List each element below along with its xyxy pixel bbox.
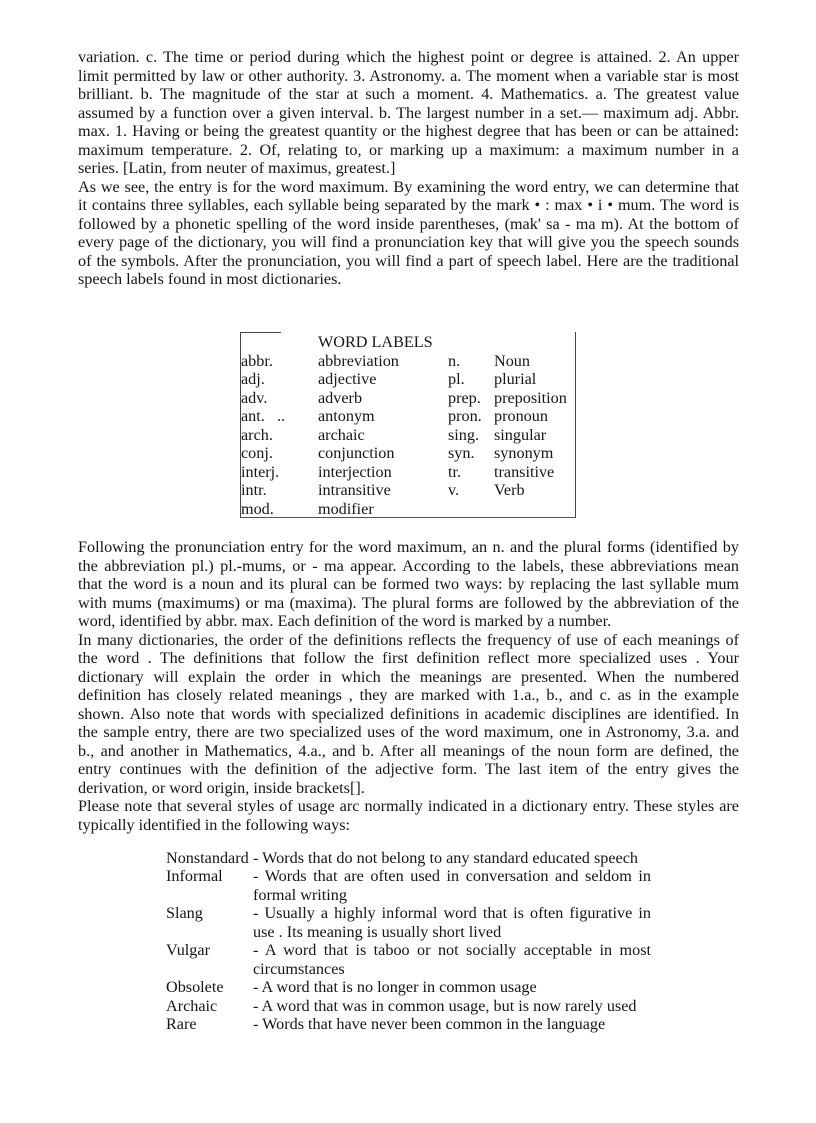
word-label-row — [241, 389, 575, 408]
word-label-row — [241, 444, 575, 463]
top-text — [78, 48, 739, 289]
definition-continuation-paragraph — [78, 48, 739, 178]
text-line: shown. Also note that words with specialized definitions in academic disciplines are identified. In — [78, 704, 739, 723]
label-meaning: Noun — [494, 351, 530, 370]
label-meaning: pronoun — [494, 407, 548, 425]
text-line: the sample entry, there are two specialized uses of the word maximum, one in Astronomy, 3.a. and — [78, 723, 739, 741]
text-line: it contains three syllables, each syllable being separated by the mark • : max • i • mum. The word is — [78, 196, 739, 214]
text-line: the abbreviation pl.) pl.-mums, or - ma appear. According to the labels, these abbreviations mean — [78, 556, 739, 575]
label-abbreviation: adv. — [241, 388, 268, 407]
word-label-row — [241, 407, 575, 426]
label-abbreviation: pl. — [448, 370, 465, 388]
label-abbreviation: arch. — [241, 425, 273, 444]
usage-term: Slang — [166, 904, 203, 922]
label-abbreviation: adj. — [241, 370, 265, 388]
usage-description — [253, 867, 651, 904]
entry-explanation-paragraph — [78, 178, 739, 289]
text-line: of the symbols. After the pronunciation, you will find a part of speech label. Here are the traditional — [78, 251, 739, 270]
label-abbreviation: interj. — [241, 462, 280, 481]
label-meaning: interjection — [318, 462, 392, 481]
label-abbreviation: tr. — [448, 462, 462, 481]
label-meaning: transitive — [494, 462, 555, 481]
text-line: speech labels found in most dictionaries. — [78, 270, 342, 288]
text-line: Please note that several styles of usage arc normally indicated in a dictionary entry. These styles are — [78, 797, 739, 815]
label-abbreviation: n. — [448, 351, 461, 370]
usage-term: Nonstandard — [166, 848, 249, 867]
text-line: In many dictionaries, the order of the definitions reflects the frequency of use of each meanings of — [78, 630, 739, 649]
definitions-order-paragraph — [78, 631, 739, 798]
label-meaning: modifier — [318, 499, 374, 518]
label-abbreviation: pron. — [448, 407, 482, 425]
text-line: formal writing — [253, 885, 347, 904]
label-abbreviation: intr. — [241, 481, 267, 499]
text-line: limit permitted by law or other authority. 3. Astronomy. a. The moment when a variable star is most — [78, 66, 739, 85]
word-label-row — [241, 463, 575, 482]
text-line: - Usually a highly informal word that is often figurative in — [253, 904, 651, 922]
usage-description — [253, 997, 651, 1016]
usage-term: Archaic — [166, 996, 218, 1015]
usage-term: Vulgar — [166, 941, 210, 959]
text-line: As we see, the entry is for the word maximum. By examining the word entry, we can determine that — [78, 177, 739, 196]
word-label-row — [241, 481, 575, 500]
usage-description — [253, 849, 651, 868]
word-labels-title: WORD LABELS — [318, 333, 433, 351]
usage-description — [253, 941, 651, 978]
usage-term: Rare — [166, 1015, 197, 1033]
text-line: - A word that is taboo or not socially acceptable in most — [253, 941, 651, 959]
usage-description — [253, 904, 651, 941]
usage-description — [253, 978, 651, 997]
text-line: brilliant. b. The magnitude of the star at such a moment. 4. Mathematics. a. The greatest value — [78, 85, 739, 103]
label-meaning: Verb — [494, 481, 525, 499]
label-meaning: intransitive — [318, 481, 391, 499]
bottom-text — [78, 538, 739, 834]
label-meaning: preposition — [494, 388, 567, 407]
text-line: every page of the dictionary, you will find a pronunciation key that will give you the speech sounds — [78, 233, 739, 251]
text-line: assumed by a function over a given interval. b. The largest number in a set.— maximum adj. Abbr. — [78, 103, 739, 122]
label-meaning: singular — [494, 425, 547, 444]
text-line: definition has closely related meanings , they are marked with 1.a., b., and c. as in the example — [78, 686, 739, 704]
text-line: use . Its meaning is usually short lived — [253, 922, 502, 941]
label-abbreviation: ant. .. — [241, 407, 286, 425]
text-line: that the word is a noun and its plural can be formed two ways: by replacing the last syllable mum — [78, 575, 739, 593]
label-meaning: antonym — [318, 407, 375, 425]
text-line: with mums (maximums) or ma (maxima). The plural forms are followed by the abbreviation of the — [78, 593, 739, 612]
text-line: entry continues with the definition of the adjective form. The last item of the entry gives the — [78, 760, 739, 778]
label-abbreviation: abbr. — [241, 351, 273, 370]
label-abbreviation: mod. — [241, 499, 274, 518]
label-meaning: abbreviation — [318, 351, 399, 370]
label-abbreviation: v. — [448, 481, 460, 499]
text-line: - A word that was in common usage, but is now rarely used — [253, 996, 637, 1015]
label-meaning: plurial — [494, 370, 537, 388]
label-abbreviation: syn. — [448, 444, 475, 462]
text-line: variation. c. The time or period during which the highest point or degree is attained. 2. An upper — [78, 48, 739, 66]
text-line: max. 1. Having or being the greatest quantity or the highest degree that has been or can be attained: — [78, 122, 739, 140]
text-line: - Words that are often used in conversation and seldom in — [253, 867, 651, 885]
word-label-row — [241, 426, 575, 445]
label-meaning: synonym — [494, 444, 554, 462]
usage-term: Informal — [166, 867, 223, 885]
text-line: derivation, or word origin, inside brackets[]. — [78, 778, 365, 797]
label-abbreviation: prep. — [448, 388, 481, 407]
word-label-row — [241, 500, 575, 519]
text-line: maximum temperature. 2. Of, relating to, or marking up a maximum: a maximum number in a — [78, 140, 739, 159]
usage-styles-intro-paragraph — [78, 797, 739, 834]
word-label-row — [241, 352, 575, 371]
word-labels-top-rule — [240, 332, 281, 333]
label-meaning: archaic — [318, 425, 365, 444]
usage-term: Obsolete — [166, 978, 224, 996]
text-line: b., and another in Mathematics, 4.a., and b. After all meanings of the noun form are defined, the — [78, 741, 739, 760]
text-line: Following the pronunciation entry for the word maximum, an n. and the plural forms (identified by — [78, 538, 739, 556]
label-meaning: adverb — [318, 388, 363, 407]
text-line: circumstances — [253, 959, 345, 978]
label-meaning: adjective — [318, 370, 377, 388]
label-abbreviation: conj. — [241, 444, 273, 462]
text-line: dictionary will explain the order in which the meanings are presented. When the numbered — [78, 667, 739, 686]
text-line: - Words that have never been common in the language — [253, 1015, 606, 1033]
word-label-row — [241, 370, 575, 389]
label-meaning: conjunction — [318, 444, 395, 462]
text-line: the word . The definitions that follow the first definition reflect more specialized uses . Your — [78, 649, 739, 667]
usage-description — [253, 1015, 651, 1034]
text-line: - A word that is no longer in common usage — [253, 978, 537, 996]
text-line: - Words that do not belong to any standard educated speech — [253, 848, 638, 867]
text-line: followed by a phonetic spelling of the word inside parentheses, (mak' sa - ma m). At the bottom of — [78, 214, 739, 233]
label-abbreviation: sing. — [448, 425, 480, 444]
plural-forms-paragraph — [78, 538, 739, 631]
text-line: typically identified in the following ways: — [78, 815, 350, 834]
text-line: series. [Latin, from neuter of maximus, greatest.] — [78, 159, 396, 177]
text-line: word, identified by abbr. max. Each definition of the word is marked by a number. — [78, 612, 612, 630]
